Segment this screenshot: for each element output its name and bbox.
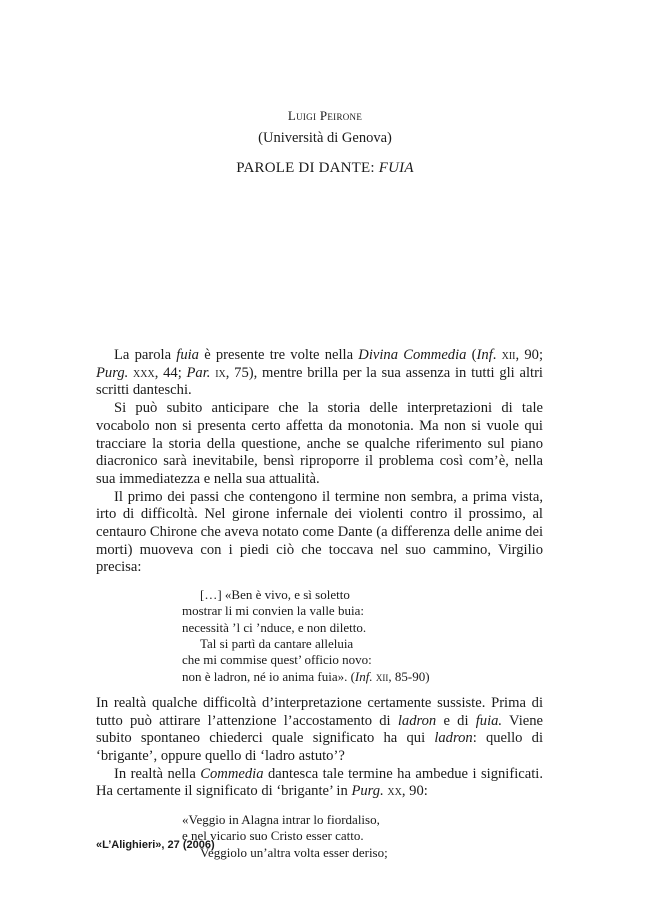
paragraph-1: La parola fuia è presente tre volte nella Divina Commedia (Inf. xii, 90; Purg. xxx, 44; Par. ix, 75), mentre brilla per la sua assenza in tutti gli altri scritti danteschi. — [96, 347, 544, 399]
paragraph-4: In realtà qualche difficoltà d’interpretazione certamente sussiste. Prima di tutto può attirare l’attenzione l’accostamento di ladron e di fuia. Viene subito spontaneo chiederci quale significato ha qui ladron: quello di ‘brigante’, oppure quello di ‘ladro astuto’? — [96, 694, 544, 765]
verse-line: necessità ’l ci ’nduce, e non diletto. — [182, 619, 367, 635]
journal-footer: «L’Alighieri», 27 (2006) — [96, 839, 215, 851]
verse-line: che mi commise quest’ officio novo: — [182, 652, 372, 668]
verse-quote-2 — [182, 812, 543, 861]
article-title-word: FUIA — [378, 160, 414, 176]
article-title-prefix: PAROLE DI DANTE: — [236, 160, 379, 176]
verse-line: non è ladron, né io anima fuia». (Inf. xii, 85-90) — [182, 668, 430, 684]
paragraph-2: Si può subito anticipare che la storia delle interpretazioni di tale vocabolo non si presenta certo affetta da monotonia. Ma non si vuole qui tracciare la storia della questione, anche se qualche riferimento sul piano diacronico sarà inevitabile, bensì riproporre il problema così com’è, nella sua immediatezza e nella sua attualità. — [96, 400, 543, 487]
verse-line: e nel vicario suo Cristo esser catto. — [182, 828, 364, 844]
article-body — [96, 347, 543, 871]
paragraph-3: Il primo dei passi che contengono il termine non sembra, a prima vista, irto di difficoltà. Nel girone infernale dei violenti contro il prossimo, al centauro Chirone che aveva notato come Dante (a differenza delle anime dei morti) muoveva con i piedi ciò che toccava nel suo cammino, Virgilio precisa: — [96, 488, 543, 576]
verse-line: Tal si partì da cantare alleluia — [200, 636, 354, 652]
verse-line: mostrar li mi convien la valle buia: — [182, 603, 364, 619]
verse-quote-1 — [182, 587, 543, 685]
author-name-text: Luigi Peirone — [287, 108, 363, 123]
paragraph-5: In realtà nella Commedia dantesca tale termine ha ambedue i significati. Ha certamente il significato di ‘brigante’ in Purg. xx, 90: — [96, 765, 543, 800]
verse-line: […] «Ben è vivo, e sì soletto — [200, 587, 350, 603]
author-affiliation: (Università di Genova) — [258, 130, 392, 146]
author-name — [0, 108, 650, 124]
verse-line: Veggiolo un’altra volta esser deriso; — [200, 844, 388, 860]
verse-line: «Veggio in Alagna intrar lo fiordaliso, — [182, 812, 380, 828]
article-title — [0, 160, 650, 177]
